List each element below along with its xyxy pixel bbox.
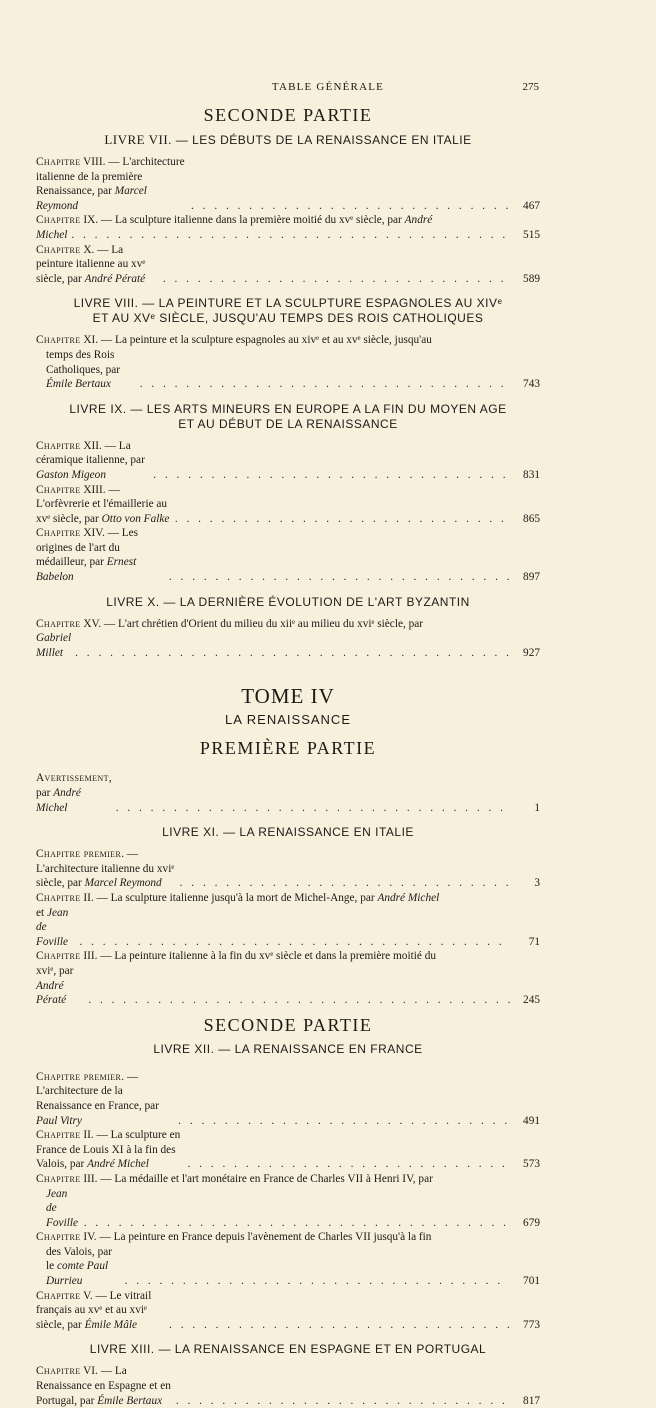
chapter-label: Chapitre xyxy=(36,1289,81,1302)
leader-dots xyxy=(180,876,510,891)
chapter-number: II. xyxy=(83,892,94,904)
chapter-label: Chapitre xyxy=(36,527,81,540)
entry-page: 773 xyxy=(523,1318,540,1331)
chapter-number: X. xyxy=(83,243,95,256)
chapter-title: — La médaille et l'art monétaire en France de Charles VII à Henri IV, par xyxy=(97,1172,433,1185)
toc-entry xyxy=(36,891,540,906)
chapter-author: André xyxy=(404,214,433,227)
toc-entry-continuation xyxy=(36,631,540,660)
livre-title-line: ET AU DÉBUT DE LA RENAISSANCE xyxy=(178,416,398,431)
toc-entry xyxy=(36,213,540,228)
entry-page: 927 xyxy=(523,646,540,659)
chapter-title: — L'orfèvrerie et l'émaillerie au xvᵉ siècle, par xyxy=(36,483,168,525)
entry-page: 589 xyxy=(523,272,540,285)
toc-entry-continuation xyxy=(36,906,540,950)
toc-entry xyxy=(36,1230,540,1245)
entry-page: 245 xyxy=(523,994,540,1007)
leader-dots xyxy=(188,1157,511,1172)
chapter-author: Marcel Reymond xyxy=(84,877,162,890)
entry-text: , par xyxy=(36,772,112,800)
chapter-label: Chapitre xyxy=(36,334,81,347)
chapter-author: Émile Bertaux xyxy=(46,378,111,391)
chapter-title: — La sculpture italienne jusqu'à la mort de Michel-Ange, par xyxy=(93,892,378,904)
toc-entry-continuation xyxy=(36,348,540,392)
tome-title: TOME IV xyxy=(241,684,335,709)
chapter-title: — L'architecture italienne de la première Renaissance, par xyxy=(36,156,185,198)
toc-entry xyxy=(36,847,540,891)
entry-page: 491 xyxy=(523,1114,540,1127)
chapter-number: IX. xyxy=(83,214,99,227)
chapter-number: II. xyxy=(83,1129,94,1142)
entry-page: 467 xyxy=(523,199,540,212)
chapter-title: — La sculpture en France de Louis XI à la fin des Valois, par xyxy=(36,1129,181,1171)
entry-page: 865 xyxy=(523,512,540,525)
chapter-title: — La peinture et la sculpture espagnoles au xivᵉ et au xvᵉ siècle, jusqu'au xyxy=(98,334,432,347)
chapter-author: Jean de Foville xyxy=(36,906,69,948)
leader-dots xyxy=(75,646,510,661)
livre-heading: LIVRE XI. — LA RENAISSANCE EN ITALIE xyxy=(162,825,414,840)
entry-page: 515 xyxy=(523,228,540,241)
chapter-label: Chapitre premier xyxy=(36,848,122,861)
leader-dots xyxy=(175,512,510,527)
toc-entry-continuation xyxy=(36,1245,540,1289)
entry-text: et xyxy=(36,906,47,919)
leader-dots xyxy=(140,377,510,392)
chapter-number: XIII. xyxy=(83,483,106,496)
toc-entry xyxy=(36,439,540,483)
chapter-number: XI. xyxy=(83,334,99,347)
toc-entry xyxy=(36,1364,540,1408)
chapter-number: III. xyxy=(83,950,98,963)
chapter-label: Chapitre xyxy=(36,483,81,496)
leader-dots xyxy=(163,272,510,287)
toc-entry xyxy=(36,1070,540,1128)
entry-page: 3 xyxy=(534,877,540,890)
chapter-author: Gabriel Millet xyxy=(36,632,72,659)
livre-title-line: LIVRE IX. — LES ARTS MINEURS EN EUROPE A LA FIN DU MOYEN AGE xyxy=(69,401,507,416)
livre-title-line: LIVRE VIII. — LA PEINTURE ET LA SCULPTURE ESPAGNOLES AU XIVᵉ xyxy=(73,296,503,311)
livre-heading: LIVRE XII. — LA RENAISSANCE EN FRANCE xyxy=(153,1041,423,1056)
leader-dots xyxy=(178,1114,510,1129)
part-title: PREMIÈRE PARTIE xyxy=(199,738,377,759)
chapter-label: Chapitre xyxy=(36,617,81,630)
chapter-author: André Pératé xyxy=(36,979,67,1007)
leader-dots xyxy=(169,1318,510,1333)
chapter-author: Jean de Foville xyxy=(46,1187,78,1229)
table-of-contents xyxy=(36,104,540,1408)
entry-page: 743 xyxy=(523,378,540,391)
chapter-number: VI. xyxy=(83,1365,98,1378)
chapter-author: André Michel xyxy=(377,892,440,904)
chapter-label: Chapitre xyxy=(36,243,81,256)
leader-dots xyxy=(153,468,510,483)
leader-dots xyxy=(88,993,510,1008)
toc-entry xyxy=(36,526,540,584)
chapter-author: Otto von Falke xyxy=(101,512,170,525)
chapter-label: Chapitre xyxy=(36,1365,81,1378)
entry-text: xviᵉ, par xyxy=(36,964,74,977)
chapter-author: Marcel Reymond xyxy=(36,185,147,212)
chapter-title: — Le vitrail français au xvᵉ et au xviᵉ siècle, par xyxy=(36,1289,152,1331)
chapter-author: André Michel xyxy=(87,1158,149,1171)
livre-title-line: ET AU XVᵉ SIÈCLE, JUSQU'AU TEMPS DES ROIS CATHOLIQUES xyxy=(92,311,484,326)
toc-entry xyxy=(36,243,540,287)
livre-heading: LIVRE X. — LA DERNIÈRE ÉVOLUTION DE L'ART BYZANTIN xyxy=(106,594,470,609)
livre-heading xyxy=(36,402,540,432)
chapter-title: temps des Rois Catholiques, par xyxy=(46,348,121,376)
chapter-author: Émile Bertaux xyxy=(97,1394,163,1407)
chapter-number: XII. xyxy=(83,439,102,452)
chapter-title: — La peinture italienne au xvᵉ siècle, par xyxy=(36,243,146,285)
part-title: SECONDE PARTIE xyxy=(203,105,373,125)
toc-entry xyxy=(36,333,540,348)
chapter-title: — La sculpture italienne dans la première moitié du xvᵉ siècle, par xyxy=(98,214,405,227)
chapter-label: Chapitre premier xyxy=(36,1070,122,1083)
toc-entry xyxy=(36,483,540,527)
toc-entry xyxy=(36,1128,540,1172)
chapter-label: Chapitre xyxy=(36,156,81,168)
chapter-author: Paul Vitry xyxy=(36,1114,82,1127)
avertissement-label: Avertissement xyxy=(36,772,109,785)
chapter-label: Chapitre xyxy=(36,214,81,227)
chapter-title: . — L'architecture de la Renaissance en France, par xyxy=(36,1070,159,1112)
chapter-author: Ernest Babelon xyxy=(36,556,137,584)
leader-dots xyxy=(84,1216,510,1231)
leader-dots xyxy=(116,801,510,816)
chapter-title: — La peinture en France depuis l'avènement de Charles VII jusqu'à la fin xyxy=(96,1231,432,1244)
chapter-title: — L'art chrétien d'Orient du milieu du xiiᵉ au milieu du xviᵉ siècle, par xyxy=(101,617,424,630)
chapter-author: André Michel xyxy=(36,787,81,814)
toc-entry xyxy=(36,155,540,213)
chapter-label: Chapitre xyxy=(36,892,81,904)
leader-dots xyxy=(191,199,510,214)
chapter-title: — La peinture italienne à la fin du xvᵉ siècle et dans la première moitié du xyxy=(97,950,437,963)
livre-number: LIVRE VII. xyxy=(104,132,172,147)
toc-entry-continuation xyxy=(36,964,540,1008)
toc-entry-continuation xyxy=(36,228,540,243)
chapter-title: — La céramique italienne, par xyxy=(36,439,145,467)
chapter-author: comte Paul Durrieu xyxy=(46,1260,109,1288)
entry-page: 831 xyxy=(523,468,540,481)
chapter-title: — La Renaissance en Espagne et en Portugal, par xyxy=(36,1365,171,1407)
leader-dots xyxy=(79,935,510,950)
chapter-label: Chapitre xyxy=(36,950,81,963)
chapter-author: Émile Mâle xyxy=(84,1318,138,1331)
entry-page: 1 xyxy=(534,801,540,814)
tome-subtitle: LA RENAISSANCE xyxy=(225,712,351,728)
leader-dots xyxy=(125,1274,510,1289)
toc-entry xyxy=(36,949,540,964)
toc-entry xyxy=(36,1289,540,1333)
livre-heading: LIVRE XIII. — LA RENAISSANCE EN ESPAGNE ET EN PORTUGAL xyxy=(89,1342,487,1357)
chapter-title: . — L'architecture italienne du xviᵉ siècle, par xyxy=(36,848,175,890)
chapter-author: André Pératé xyxy=(84,272,146,285)
entry-page: 679 xyxy=(523,1216,540,1229)
chapter-author: Michel xyxy=(36,228,68,241)
chapter-number: IV. xyxy=(83,1231,97,1244)
chapter-number: XV. xyxy=(83,617,102,630)
toc-entry xyxy=(36,617,540,632)
chapter-number: III. xyxy=(83,1172,98,1185)
livre-heading xyxy=(36,132,540,148)
toc-entry xyxy=(36,1172,540,1187)
leader-dots xyxy=(169,570,510,585)
chapter-label: Chapitre xyxy=(36,439,81,452)
chapter-label: Chapitre xyxy=(36,1231,81,1244)
chapter-title: — Les origines de l'art du médailleur, par xyxy=(36,527,139,569)
entry-page: 71 xyxy=(528,935,540,948)
toc-entry xyxy=(36,771,540,815)
chapter-number: V. xyxy=(83,1289,93,1302)
leader-dots xyxy=(176,1394,510,1408)
livre-title: — LES DÉBUTS DE LA RENAISSANCE EN ITALIE xyxy=(171,133,472,147)
chapter-number: XIV. xyxy=(83,527,105,540)
entry-page: 701 xyxy=(523,1275,540,1288)
part-title: SECONDE PARTIE xyxy=(203,1014,373,1035)
chapter-number: VIII. xyxy=(83,156,106,168)
chapter-label: Chapitre xyxy=(36,1129,81,1142)
leader-dots xyxy=(71,228,510,243)
entry-text: des Valois, par le xyxy=(46,1245,112,1273)
page-number: 275 xyxy=(522,81,539,93)
chapter-label: Chapitre xyxy=(36,1172,81,1185)
running-head: TABLE GÉNÉRALE xyxy=(271,81,385,93)
chapter-author: Gaston Migeon xyxy=(36,468,106,481)
entry-page: 573 xyxy=(523,1158,540,1171)
entry-page: 897 xyxy=(523,571,540,584)
livre-heading xyxy=(36,296,540,326)
entry-page: 817 xyxy=(523,1394,540,1407)
toc-entry-continuation xyxy=(36,1187,540,1231)
